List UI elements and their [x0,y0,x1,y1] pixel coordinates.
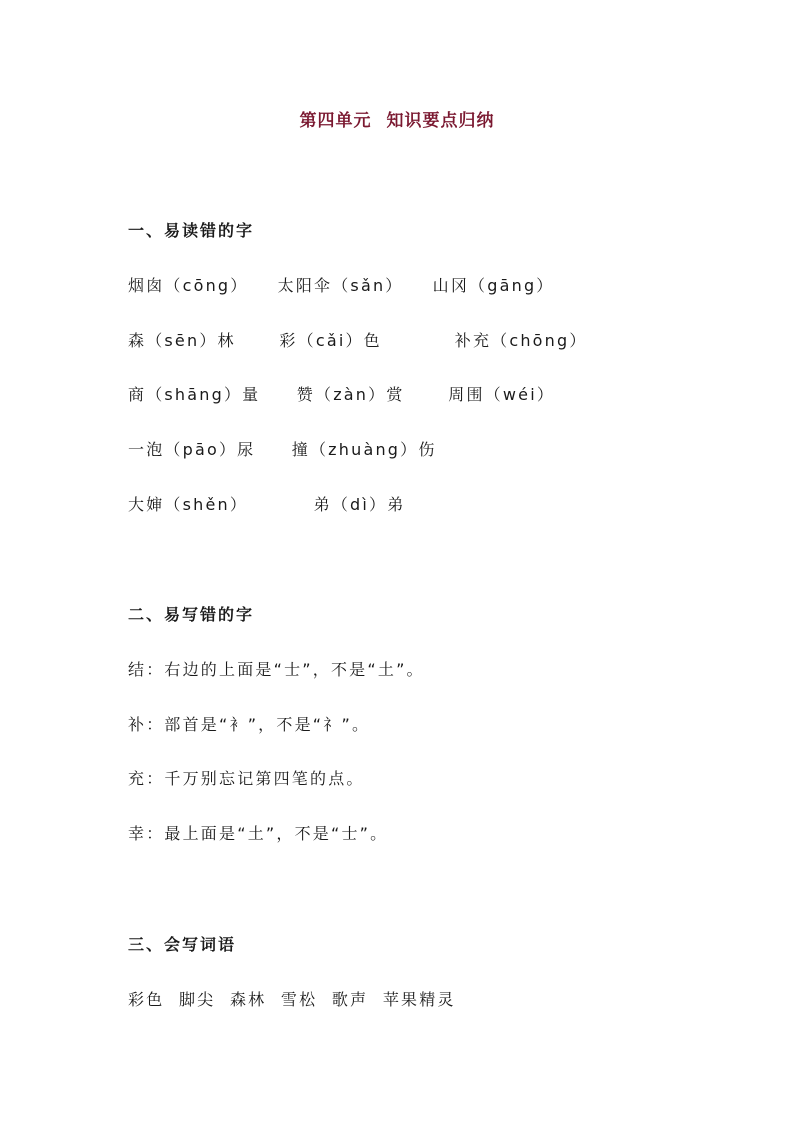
writing-note-line: 幸：最上面是“土”，不是“士”。 [128,824,389,843]
page-title-unit: 第四单元 [299,111,372,131]
writing-note-line: 充：千万别忘记第四笔的点。 [128,769,365,788]
vocabulary-words: 彩色 脚尖 森林 雪松 歌声 苹果精灵 [128,990,456,1009]
writing-note-line: 结：右边的上面是“士”，不是“土”。 [128,660,425,679]
section-heading-vocabulary: 三、会写词语 [128,935,237,954]
page-title [0,106,794,131]
pinyin-line: 商（shāng）量 赞（zàn）赏 周围（wéi） [128,385,556,404]
page-title-topic: 知识要点归纳 [386,111,495,131]
writing-note-line: 补：部首是“衤”，不是“礻”。 [128,715,371,734]
pinyin-line: 大婶（shěn） 弟（dì）弟 [128,495,406,514]
pinyin-line: 森（sēn）林 彩（cǎi）色 补充（chōng） [128,331,588,350]
pinyin-line: 一泡（pāo）尿 撞（zhuàng）伤 [128,440,437,459]
section-heading-easy-miswrite: 二、易写错的字 [128,605,255,624]
section-heading-easy-misread: 一、易读错的字 [128,221,255,240]
pinyin-line: 烟囱（cōng） 太阳伞（sǎn） 山冈（gāng） [128,276,555,295]
